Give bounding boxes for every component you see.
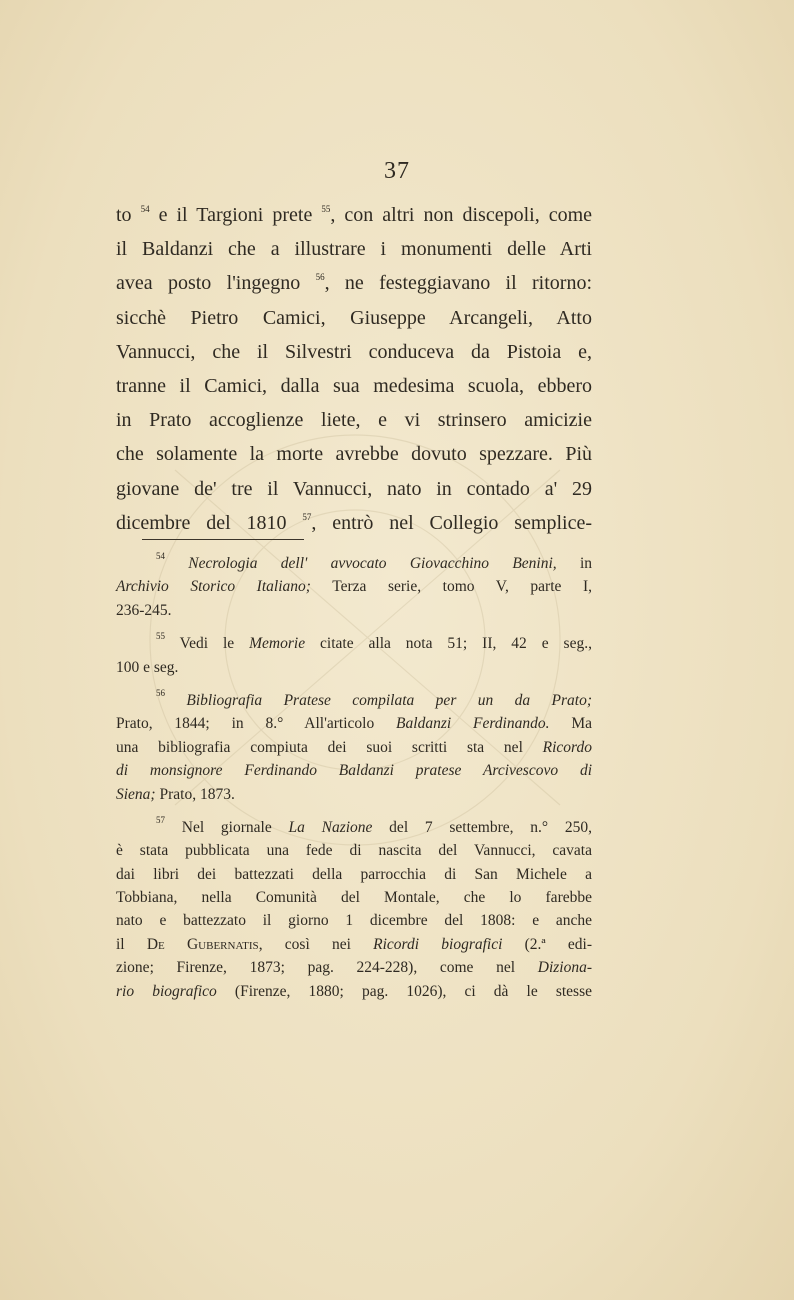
footnote-ref: 56 (315, 272, 325, 283)
footnote-ref: 55 (321, 204, 331, 214)
text-line: giovane de' tre il Vannucci, nato in contado a' 29 (116, 477, 592, 500)
footnote-number: 55 (156, 631, 165, 642)
footnote-number: 56 (156, 687, 165, 698)
footnote-separator (142, 539, 304, 540)
text-line: tranne il Camici, dalla sua medesima scuola, ebbero (116, 374, 592, 397)
text-line: che solamente la morte avrebbe dovuto spezzare. Più (116, 443, 592, 466)
text-line: sicchè Pietro Camici, Giuseppe Arcangeli, Atto (116, 306, 592, 329)
text-line: dicembre del 1810 $^{57}$, entrò nel Collegio semplice- (116, 511, 592, 534)
main-text (116, 198, 592, 540)
footnote-number: 57 (156, 814, 165, 825)
footnote-ref: 54 (140, 204, 150, 214)
footnote-54: $^{54}$ Necrologia dell' avvocato Giovacchino Benini, in Archivio Storico Italiano; Terza serie, tomo V, parte I, 236-245. (116, 551, 593, 619)
page-number: 37 (384, 158, 410, 184)
text-line: il Baldanzi che a illustrare i monumenti delle Arti (116, 238, 592, 261)
footnote-57: $^{57}$ Nel giornale La Nazione del 7 settembre, n.° 250, è stata pubblicata una fede di nascita del Vannucci, cavata dai libri dei battezzati della parrocchia di San Michele a Tobbiana, nella Comunità del Montale, che lo farebbe nato e battezzato il giorno 1 dicembre del 1808: e anche il De Gubernatis, così nei Ricordi biografici (2.ª edi- zione; Firenze, 1873; pag. 224-228), come nel Diziona- rio biografico (Firenze, 1880; pag. 1026), ci dà le stesse (116, 814, 593, 1000)
text-line: avea posto l'ingegno $^{56}$, ne festeggiavano il ritorno: (116, 272, 592, 295)
text-line: to $^{54}$ e il Targioni prete $^{55}$, con altri non discepoli, come (116, 204, 593, 226)
footnotes (116, 552, 592, 1003)
footnote-55: $^{55}$ Vedi le Memorie citate alla nota 51; II, 42 e seg., 100 e seg. (116, 631, 592, 676)
footnote-ref: 57 (302, 511, 312, 522)
footnote-number: 54 (156, 551, 165, 561)
text-line: Vannucci, che il Silvestri conduceva da Pistoia e, (116, 340, 592, 363)
text-line: in Prato accoglienze liete, e vi strinsero amicizie (116, 409, 592, 432)
footnote-56: $^{56}$ Bibliografia Pratese compilata per un da Prato; Prato, 1844; in 8.° All'articolo Baldanzi Ferdinando. Ma una bibliografia compiuta dei suoi scritti sta nel Ricordo di monsignore Ferdinando Baldanzi pratese Arcivescovo di Siena; Prato, 1873. (116, 687, 592, 803)
